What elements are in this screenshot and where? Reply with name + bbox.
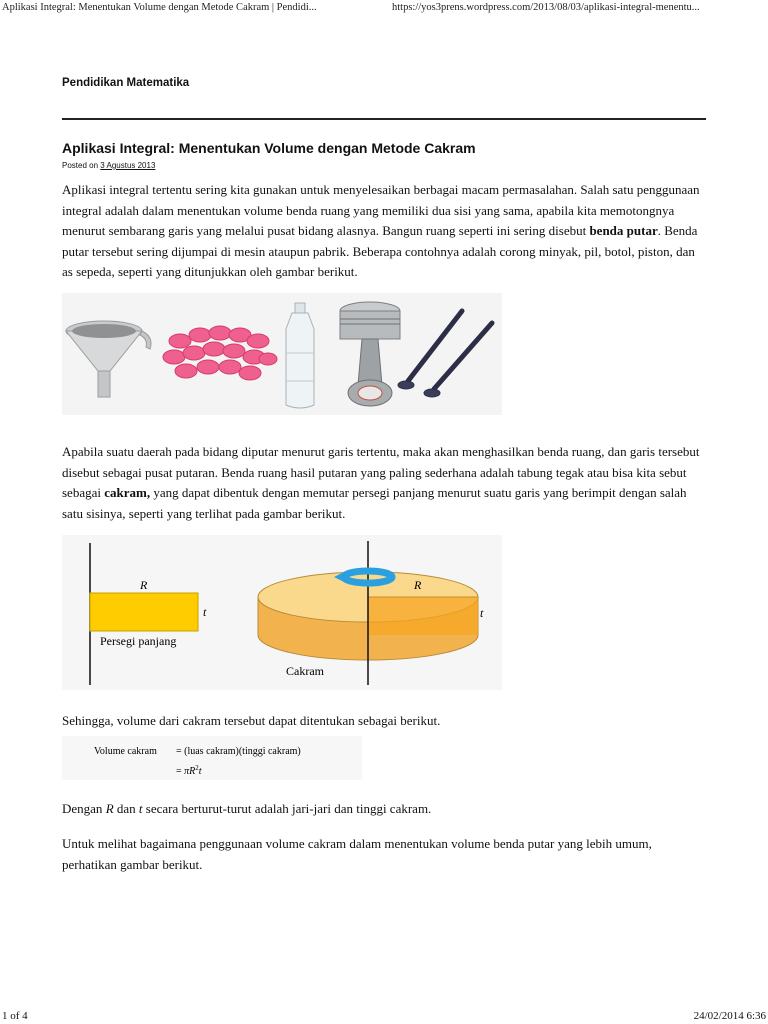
term-cakram: cakram, — [104, 485, 151, 500]
formula-line2-sup: 2 — [195, 764, 199, 772]
var-t: t — [138, 801, 143, 816]
formula-lhs: Volume cakram — [94, 746, 157, 757]
formula-line2-r: R — [189, 766, 196, 777]
print-page-title: Aplikasi Integral: Menentukan Volume dengan Metode Cakram | Pendidi... — [2, 2, 317, 13]
paragraph-variables-text-c: secara berturut-turut adalah jari-jari dan tinggi cakram. — [142, 801, 432, 816]
label-r-left: R — [140, 578, 148, 592]
paragraph-variables-text-b: dan — [113, 801, 139, 816]
disk-caption: Cakram — [286, 664, 324, 678]
label-t-right: t — [480, 606, 484, 620]
bottle-image — [286, 303, 314, 408]
paragraph-intro-text-c: . Benda putar tersebut sering dijumpai di mesin ataupun pabrik. Beberapa contohnya adalah corong minyak, pil, botol, piston, dan as sepeda, seperti yang ditunjukkan oleh gambar berikut. — [62, 223, 698, 279]
formula-line1: = (luas cakram)(tinggi cakram) — [176, 746, 301, 757]
example-objects-image — [62, 293, 502, 415]
page-number: 1 of 4 — [2, 1010, 28, 1022]
paragraph-volume-intro: Sehingga, volume dari cakram tersebut dapat ditentukan sebagai berikut. — [62, 713, 441, 728]
print-datetime: 24/02/2014 6:36 — [693, 1010, 766, 1022]
term-benda-putar: benda putar — [589, 223, 658, 238]
paragraph-variables — [62, 799, 707, 820]
post-meta — [62, 161, 155, 170]
post-meta-prefix: Posted on — [62, 161, 101, 170]
paragraph-general: Untuk melihat bagaimana penggunaan volume cakram dalam menentukan volume benda putar yang lebih umum, perhatikan gambar berikut. — [62, 836, 652, 872]
rectangle-shape — [90, 593, 198, 631]
paragraph-cakram — [62, 442, 707, 524]
paragraph-variables-text-a: Dengan — [62, 801, 106, 816]
volume-formula — [62, 736, 362, 780]
rectangle-caption: Persegi panjang — [100, 634, 177, 648]
print-page-url: https://yos3prens.wordpress.com/2013/08/03/aplikasi-integral-menentu... — [392, 2, 700, 13]
label-r-right: R — [414, 578, 422, 592]
post-date-link[interactable]: 3 Agustus 2013 — [100, 161, 156, 170]
formula-line2-t: t — [198, 766, 202, 777]
cakram-figure — [62, 535, 502, 690]
paragraph-intro — [62, 180, 707, 283]
formula-line2-eq: = — [176, 766, 185, 777]
formula-line2 — [176, 764, 202, 777]
paragraph-cakram-text-c: yang dapat dibentuk dengan memutar persegi panjang menurut suatu garis yang berimpit dengan salah satu sisinya, seperti yang terlihat pada gambar berikut. — [62, 485, 687, 521]
site-title[interactable]: Pendidikan Matematika — [62, 77, 190, 89]
label-t-left: t — [203, 605, 207, 619]
formula-line2-pi: π — [184, 766, 190, 777]
var-r: R — [105, 801, 114, 816]
paragraph-intro-text-a: Aplikasi integral tertentu sering kita gunakan untuk menyelesaikan berbagai macam permasalahan. Salah satu penggunaan integral adalah dalam menentukan volume benda ruang yang memiliki dua sisi yang sama, apabila kita memotongnya menurut sembarang garis yang melalui pusat bidang alasnya. Bangun ruang seperti ini sering disebut — [62, 182, 700, 238]
print-header — [0, 0, 768, 16]
header-divider — [62, 118, 706, 120]
paragraph-cakram-text-a: Apabila suatu daerah pada bidang diputar menurut garis tertentu, maka akan menghasilkan benda ruang, dan garis tersebut disebut sebagai pusat putaran. Benda ruang hasil putaran yang paling sederhana adalah tabung tegak atau bisa kita sebut sebagai — [62, 444, 700, 500]
post-title[interactable]: Aplikasi Integral: Menentukan Volume dengan Metode Cakram — [62, 140, 476, 156]
